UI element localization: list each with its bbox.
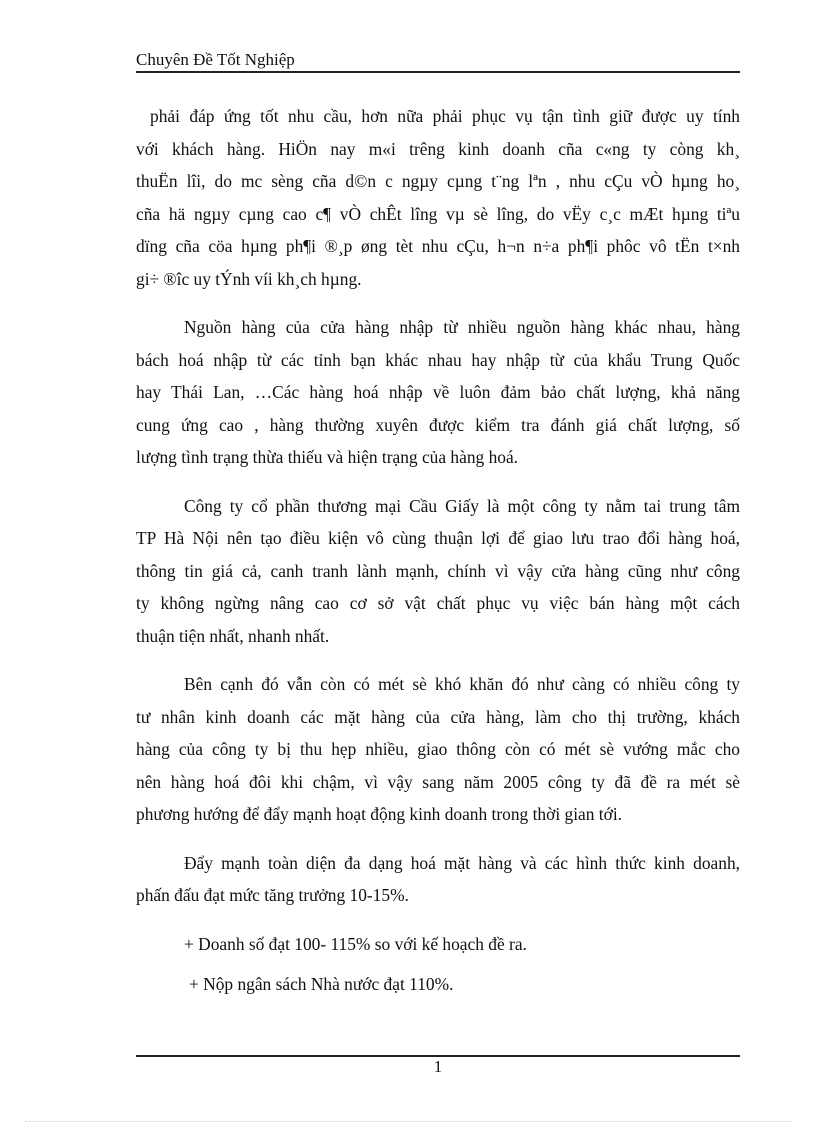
- text-line: Công ty cổ phần thương mại Cầu Giấy là một công ty nằm tai trung tâm: [184, 495, 740, 516]
- text-line: dïng cña cöa hµng ph¶i ®¸p øng tèt nhu cÇu, h¬n n÷a ph¶i phôc vô tËn t×nh: [136, 236, 740, 256]
- page-bottom-edge: [25, 1121, 791, 1122]
- text-line: nên hàng hoá đôi khi chậm, vì vậy sang năm 2005 công ty đã đề ra mét sè: [136, 771, 740, 792]
- header-divider: [136, 71, 740, 73]
- paragraph-goals: [136, 847, 740, 912]
- page-header-title: Chuyên Đề Tốt Nghiệp: [136, 50, 295, 69]
- text-line: bách hoá nhập từ các tỉnh bạn khác nhau hay nhập từ của khẩu Trung Quốc: [136, 349, 740, 370]
- text-line: Nguồn hàng của cửa hàng nhập từ nhiều nguồn hàng khác nhau, hàng: [184, 317, 740, 337]
- paragraph-location: [136, 490, 740, 653]
- text-line: Đẩy mạnh toàn diện đa dạng hoá mặt hàng và các hình thức kinh doanh,: [184, 852, 740, 873]
- text-line: ty không ngừng nâng cao cơ sở vật chất phục vụ việc bán hàng một cách: [136, 593, 740, 613]
- text-line: thông tin giá cả, canh tranh lành mạnh, chính vì vậy cửa hàng cũng như công: [136, 560, 740, 581]
- paragraph-intro: [136, 100, 740, 295]
- text-line: Bên cạnh đó vẫn còn có mét sè khó khăn đó như càng có nhiều công ty: [184, 674, 740, 694]
- text-line: cung ứng cao , hàng thường xuyên được kiểm tra đánh giá chất lượng, số: [136, 414, 740, 435]
- text-line: với khách hàng. HiÖn nay m«i trêng kinh doanh cña c«ng ty còng kh¸: [136, 138, 740, 159]
- text-line: phấn đấu đạt mức tăng trưởng 10-15%.: [136, 885, 409, 905]
- page-number: 1: [433, 1057, 443, 1076]
- document-body: [136, 100, 740, 1009]
- text-line: lượng tình trạng thừa thiếu và hiện trạng của hàng hoá.: [136, 447, 519, 467]
- text-line: hàng của công ty bị thu hẹp nhiều, giao thông còn có mét sè vướng mắc cho: [136, 739, 740, 759]
- bullet-revenue-target: + Doanh số đạt 100- 115% so với kế hoạch đề ra.: [184, 933, 527, 954]
- text-line: cña hä ngµy cµng cao c¶ vÒ chÊt lîng vµ sè lîng, do vËy c¸c mÆt hµng tiªu: [136, 203, 740, 224]
- text-line: thuËn lîi, do mc sèng cña d©n c ngµy cµng t¨ng lªn , nhu cÇu vÒ hµng ho¸: [136, 171, 740, 191]
- text-line: phương hướng để đẩy mạnh hoạt động kinh doanh trong thời gian tới.: [136, 804, 622, 824]
- paragraph-sources: [136, 311, 740, 474]
- paragraph-difficulties: [136, 668, 740, 831]
- bullet-budget-target: + Nộp ngân sách Nhà nước đạt 110%.: [189, 974, 454, 994]
- text-line: hay Thái Lan, …Các hàng hoá nhập về luôn đảm bảo chất lượng, khả năng: [136, 382, 740, 402]
- text-line: TP Hà Nội nên tạo điều kiện vô cùng thuận lợi để giao lưu trao đổi hàng hoá,: [136, 528, 740, 548]
- text-line: gi÷ ®îc uy tÝnh víi kh¸ch hµng.: [136, 268, 362, 289]
- text-line: phải đáp ứng tốt nhu cầu, hơn nữa phải phục vụ tận tình giữ được uy tính: [150, 106, 740, 126]
- text-line: tư nhân kinh doanh các mặt hàng của cửa hàng, làm cho thị trường, khách: [136, 706, 740, 727]
- text-line: thuận tiện nhất, nhanh nhất.: [136, 625, 330, 646]
